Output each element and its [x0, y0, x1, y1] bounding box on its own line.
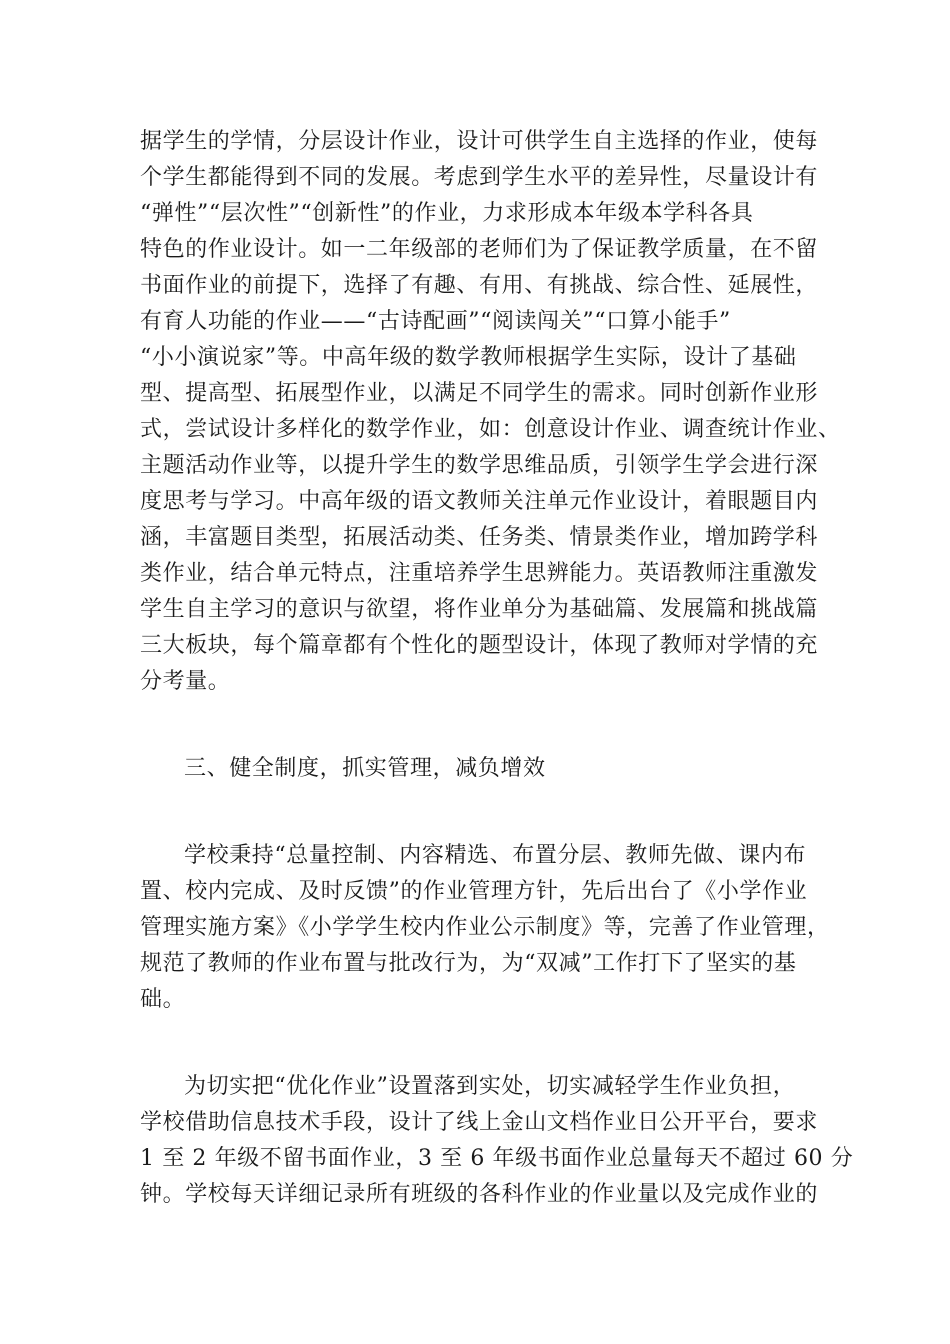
- paragraph-3-line: 1 至 2 年级不留书面作业，3 至 6 年级书面作业总量每天不超过 60 分: [140, 1146, 854, 1171]
- paragraph-2-line: 学校秉持“总量控制、内容精选、布置分层、教师先做、课内布: [184, 843, 807, 868]
- paragraph-1-line: “弹性”“层次性”“创新性”的作业，力求形成本年级本学科各具: [140, 201, 754, 226]
- paragraph-1-line: 据学生的学情，分层设计作业，设计可供学生自主选择的作业，使每: [140, 129, 819, 154]
- paragraph-1-line: 分考量。: [140, 669, 231, 694]
- paragraph-2-line: 管理实施方案》《小学学生校内作业公示制度》等，完善了作业管理，: [140, 915, 830, 940]
- section-heading: 三、健全制度，抓实管理，减负增效: [184, 756, 546, 781]
- paragraph-1-line: 学生自主学习的意识与欲望，将作业单分为基础篇、发展篇和挑战篇: [140, 597, 819, 622]
- paragraph-3-line: 学校借助信息技术手段，设计了线上金山文档作业日公开平台，要求: [140, 1110, 819, 1135]
- paragraph-1-line: 个学生都能得到不同的发展。考虑到学生水平的差异性，尽量设计有: [140, 165, 819, 190]
- paragraph-3-line: 钟。学校每天详细记录所有班级的各科作业的作业量以及完成作业的: [140, 1182, 819, 1207]
- paragraph-1-line: 主题活动作业等，以提升学生的数学思维品质，引领学生学会进行深: [140, 453, 819, 478]
- paragraph-1-line: 度思考与学习。中高年级的语文教师关注单元作业设计，着眼题目内: [140, 489, 819, 514]
- paragraph-1-line: 特色的作业设计。如一二年级部的老师们为了保证教学质量，在不留: [140, 237, 819, 262]
- paragraph-1-line: 型、提高型、拓展型作业，以满足不同学生的需求。同时创新作业形: [140, 381, 819, 406]
- paragraph-1-line: 涵，丰富题目类型，拓展活动类、任务类、情景类作业，增加跨学科: [140, 525, 819, 550]
- paragraph-1-line: 有育人功能的作业——“古诗配画”“阅读闯关”“口算小能手”: [140, 309, 731, 334]
- paragraph-1-line: 类作业，结合单元特点，注重培养学生思辨能力。英语教师注重激发: [140, 561, 819, 586]
- paragraph-1-line: “小小演说家”等。中高年级的数学教师根据学生实际，设计了基础: [140, 345, 797, 370]
- paragraph-2-line: 置、校内完成、及时反馈”的作业管理方针，先后出台了《小学作业: [140, 879, 808, 904]
- paragraph-3-line: 为切实把“优化作业”设置落到实处，切实减轻学生作业负担，: [184, 1074, 796, 1099]
- paragraph-2-line: 规范了教师的作业布置与批改行为，为“双减”工作打下了坚实的基: [140, 951, 797, 976]
- paragraph-2-line: 础。: [140, 987, 186, 1012]
- paragraph-1-line: 书面作业的前提下，选择了有趣、有用、有挑战、综合性、延展性，: [140, 273, 819, 298]
- paragraph-1-line: 三大板块，每个篇章都有个性化的题型设计，体现了教师对学情的充: [140, 633, 819, 658]
- paragraph-1-line: 式，尝试设计多样化的数学作业，如：创意设计作业、调查统计作业、: [140, 417, 841, 442]
